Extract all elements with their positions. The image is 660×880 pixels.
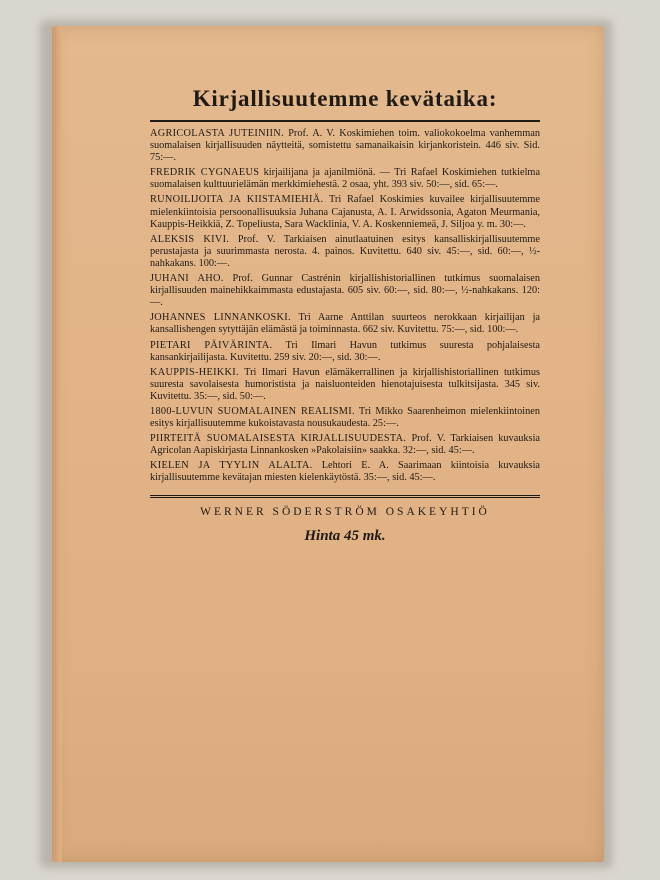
entry-title: KAUPPIS-HEIKKI. [150,366,239,378]
book-entry-paivarinta [150,340,540,364]
cover-heading: Kirjallisuutemme kevätaika: [192,86,498,111]
entry-text: Tri Ilmari Havun tutkimus suuresta pohjalaisesta kansankirjailijasta. Kuvitettu. 259 siv. 20:—, sid. 30:—. [150,339,541,363]
entry-title: JOHANNES LINNANKOSKI. [150,312,291,324]
entry-title: RUNOILIJOITA JA KIISTAMIEHIÄ. [150,194,324,206]
book-entry-kauppis-heikki [150,367,540,403]
publisher-rule [150,495,540,498]
entry-text: kirjailijana ja ajanilmiönä. — Tri Rafael Koskimiehen tutkielma suomalaisen kulttuurielämän merkkimiehestä. 2 osaa, yht. 393 siv. 50:—, sid. 65:—. [150,167,541,191]
entry-text: Tri Mikko Saarenheimon mielenkiintoinen esitys kirjallisuutemme kukoistavasta nousukaudesta. 25:—. [150,405,541,430]
entry-text: Lehtori E. A. Saarimaan kiintoisia kuvauksia kirjallisuutemme kevätajan miesten kielenkäytöstä. 35:—, sid. 45:—. [150,460,540,484]
book-entry-linnankoski [150,312,540,336]
entry-text: Prof. V. Tarkiaisen ainutlaatuinen esitys kansalliskirjallisuutemme perustajasta ja suurimmasta nerosta. 4. painos. Kuvitettu. 640 siv. 45:—, sid. 60:—, ½-nahkakans. 100:—. [150,233,540,269]
entry-text: Prof. Gunnar Castrénin kirjallishistoriallinen tutkimus suomalaisen kirjallisuuden mainehikkaimmasta edustajasta. 605 siv. 60:—, sid. 80:—, ½-nahkakans. 120:—. [150,273,541,309]
book-entry-realismi [150,406,540,430]
book-entry-kielen-ja-tyylin [150,460,540,484]
entry-title: ALEKSIS KIVI. [150,233,230,245]
cover-text-block [150,86,540,545]
book-spine-edge [52,26,62,862]
book-entry-piirteita [150,433,540,457]
heading-rule [150,120,540,122]
entry-title: PIETARI PÄIVÄRINTA. [150,339,273,351]
entry-title: FREDRIK CYGNAEUS [150,167,260,179]
book-entry-agricolasta [150,128,540,164]
entry-title: PIIRTEITÄ SUOMALAISESTA KIRJALLISUUDESTA. [150,433,407,445]
entry-text: Prof. V. Tarkiaisen kuvauksia Agricolan Aapiskirjasta Linnankosken »Pakolaisiin» saakka. 32:—, sid. 45:—. [150,433,540,457]
book-entry-runoilijoita [150,194,540,230]
entry-title: KIELEN JA TYYLIN ALALTA. [150,460,313,472]
entry-text: Prof. A. V. Koskimiehen toim. valiokokoelma vanhemman suomalaisen kirjallisuuden näytteitä, somistettu samanaikaisin kirjankoristein. 446 siv. Sid. 75:—. [150,128,540,164]
entry-text: Tri Aarne Anttilan suurteos nerokkaan kirjailijan ja kansallishengen sytyttäjän elämästä ja toiminnasta. 662 siv. Kuvitettu. 75:—, sid. 100:—. [150,312,541,336]
entry-title: AGRICOLASTA JUTEINIIN. [150,128,284,139]
book-entry-juhani-aho [150,273,540,309]
entry-text: Tri Rafael Koskimies kuvailee kirjallisuutemme mielenkiintoisia persoonallisuuksia Juhana Cajanusta, A. I. Arwidssonia, Agaton Meurmania, Kauppis-Heikkiä, Z. Topeliusta, Sara Wacklinia, V. A. Koskenniemeä, J. Siljoa y. m. 30:—. [150,194,540,230]
price-label: Hinta 45 mk. [304,527,386,544]
entry-title: JUHANI AHO. [150,273,224,285]
entry-title: 1800-LUVUN SUOMALAINEN REALISMI. [150,405,355,417]
entry-text: Tri Ilmari Havun elämäkerrallinen ja kirjallishistoriallinen tutkimus suuresta savolaisesta humoristista ja naisluonteiden hienotajuisesta tulkitsijasta. 345 siv. Kuvitettu. 35:—, sid. 50:—. [150,366,540,402]
publisher-name: WERNER SÖDERSTRÖM OSAKEYHTIÖ [200,505,490,518]
book-entry-cygnaeus [150,167,540,191]
book-entry-aleksis-kivi [150,234,540,270]
